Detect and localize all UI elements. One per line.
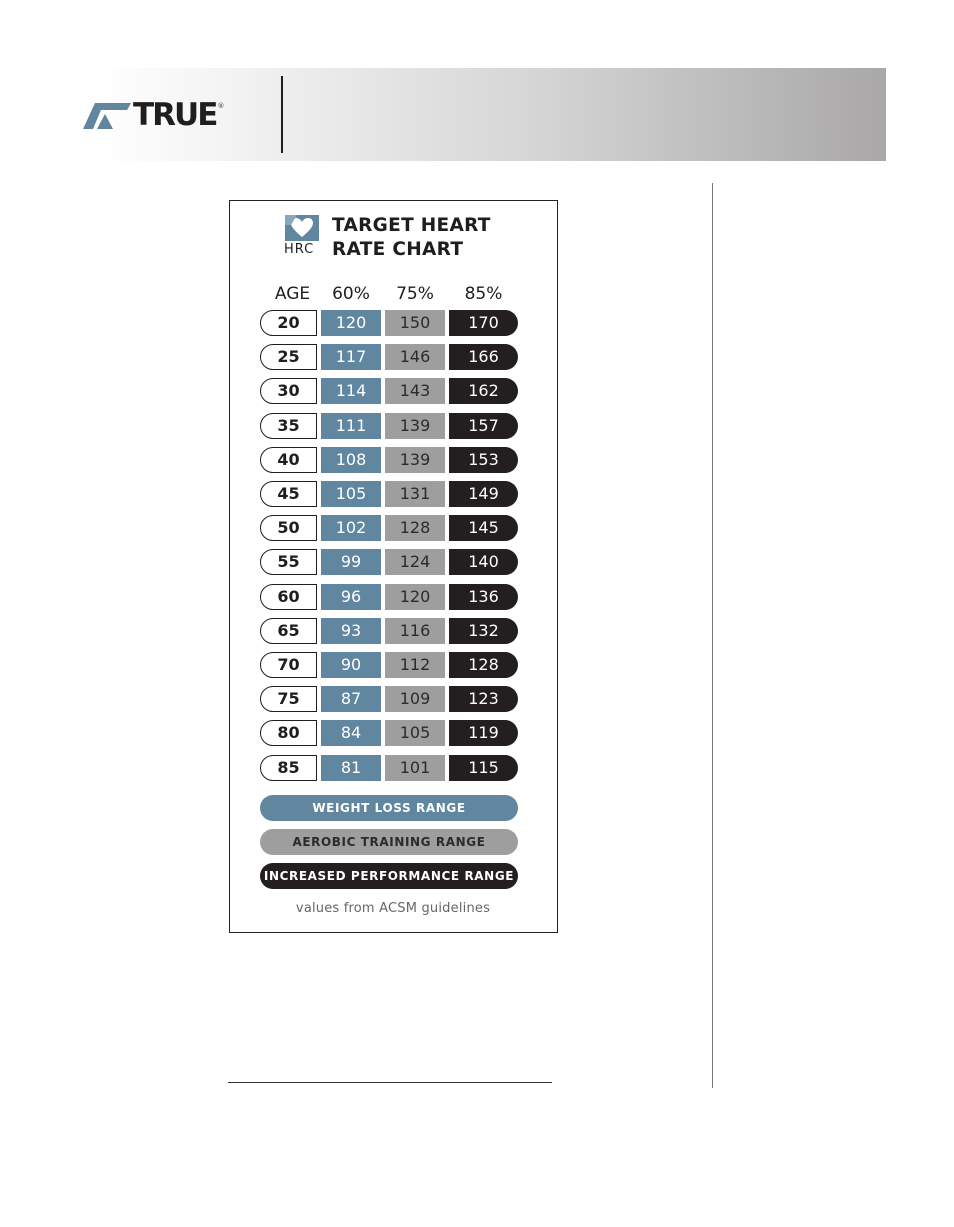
value-60-percent: 111 [321, 413, 381, 439]
true-logo-mark-icon [83, 101, 131, 129]
value-75-percent: 120 [385, 584, 445, 610]
header-divider [281, 76, 283, 153]
table-row [260, 549, 520, 575]
hrc-logo [284, 215, 324, 257]
value-85-percent: 149 [449, 481, 518, 507]
value-75-percent: 109 [385, 686, 445, 712]
legend-weight-loss-range: WEIGHT LOSS RANGE [260, 795, 518, 821]
value-60-percent: 114 [321, 378, 381, 404]
chart-title-line-1: TARGET HEART [332, 215, 491, 236]
value-60-percent: 120 [321, 310, 381, 336]
value-85-percent: 162 [449, 378, 518, 404]
age-cell: 60 [260, 584, 317, 610]
table-row [260, 310, 520, 336]
age-cell: 50 [260, 515, 317, 541]
value-75-percent: 116 [385, 618, 445, 644]
value-60-percent: 90 [321, 652, 381, 678]
table-row [260, 413, 520, 439]
chart-title-line-2: RATE CHART [332, 239, 464, 260]
legend-increased-performance-range: INCREASED PERFORMANCE RANGE [260, 863, 518, 889]
age-cell: 35 [260, 413, 317, 439]
value-75-percent: 131 [385, 481, 445, 507]
value-60-percent: 96 [321, 584, 381, 610]
column-header-age: AGE [274, 284, 311, 304]
brand-name: TRUE [133, 97, 217, 133]
table-row [260, 618, 520, 644]
value-85-percent: 128 [449, 652, 518, 678]
value-85-percent: 132 [449, 618, 518, 644]
value-60-percent: 87 [321, 686, 381, 712]
value-60-percent: 93 [321, 618, 381, 644]
table-row [260, 686, 520, 712]
table-row [260, 755, 520, 781]
value-85-percent: 145 [449, 515, 518, 541]
age-cell: 80 [260, 720, 317, 746]
table-row [260, 481, 520, 507]
table-row [260, 720, 520, 746]
column-header-85: 85% [464, 284, 503, 304]
age-cell: 55 [260, 549, 317, 575]
value-75-percent: 146 [385, 344, 445, 370]
value-85-percent: 136 [449, 584, 518, 610]
value-85-percent: 123 [449, 686, 518, 712]
value-60-percent: 117 [321, 344, 381, 370]
target-heart-rate-card [229, 200, 558, 933]
table-row [260, 515, 520, 541]
value-85-percent: 119 [449, 720, 518, 746]
hrc-badge: HRC [284, 242, 315, 257]
age-cell: 30 [260, 378, 317, 404]
age-cell: 75 [260, 686, 317, 712]
value-75-percent: 101 [385, 755, 445, 781]
acsm-footnote: values from ACSM guidelines [295, 901, 491, 916]
age-cell: 70 [260, 652, 317, 678]
value-75-percent: 139 [385, 447, 445, 473]
value-85-percent: 115 [449, 755, 518, 781]
age-cell: 20 [260, 310, 317, 336]
value-75-percent: 143 [385, 378, 445, 404]
age-cell: 45 [260, 481, 317, 507]
age-cell: 85 [260, 755, 317, 781]
table-row [260, 652, 520, 678]
value-85-percent: 140 [449, 549, 518, 575]
footnote-rule [228, 1082, 552, 1083]
value-75-percent: 124 [385, 549, 445, 575]
age-cell: 25 [260, 344, 317, 370]
column-header-75: 75% [396, 284, 434, 304]
value-60-percent: 105 [321, 481, 381, 507]
age-cell: 65 [260, 618, 317, 644]
table-row [260, 378, 520, 404]
value-75-percent: 128 [385, 515, 445, 541]
value-85-percent: 170 [449, 310, 518, 336]
value-75-percent: 112 [385, 652, 445, 678]
value-85-percent: 166 [449, 344, 518, 370]
value-75-percent: 150 [385, 310, 445, 336]
value-60-percent: 102 [321, 515, 381, 541]
table-row [260, 447, 520, 473]
legend-aerobic-training-range: AEROBIC TRAINING RANGE [260, 829, 518, 855]
value-60-percent: 81 [321, 755, 381, 781]
trademark-symbol: ® [217, 102, 225, 110]
table-row [260, 584, 520, 610]
value-60-percent: 108 [321, 447, 381, 473]
chart-title [332, 214, 532, 262]
column-header-60: 60% [332, 284, 370, 304]
age-cell: 40 [260, 447, 317, 473]
value-85-percent: 153 [449, 447, 518, 473]
value-60-percent: 99 [321, 549, 381, 575]
value-85-percent: 157 [449, 413, 518, 439]
heart-icon [285, 215, 319, 241]
value-60-percent: 84 [321, 720, 381, 746]
true-logo [83, 97, 258, 133]
right-column-rule [712, 183, 713, 1088]
value-75-percent: 139 [385, 413, 445, 439]
value-75-percent: 105 [385, 720, 445, 746]
table-row [260, 344, 520, 370]
